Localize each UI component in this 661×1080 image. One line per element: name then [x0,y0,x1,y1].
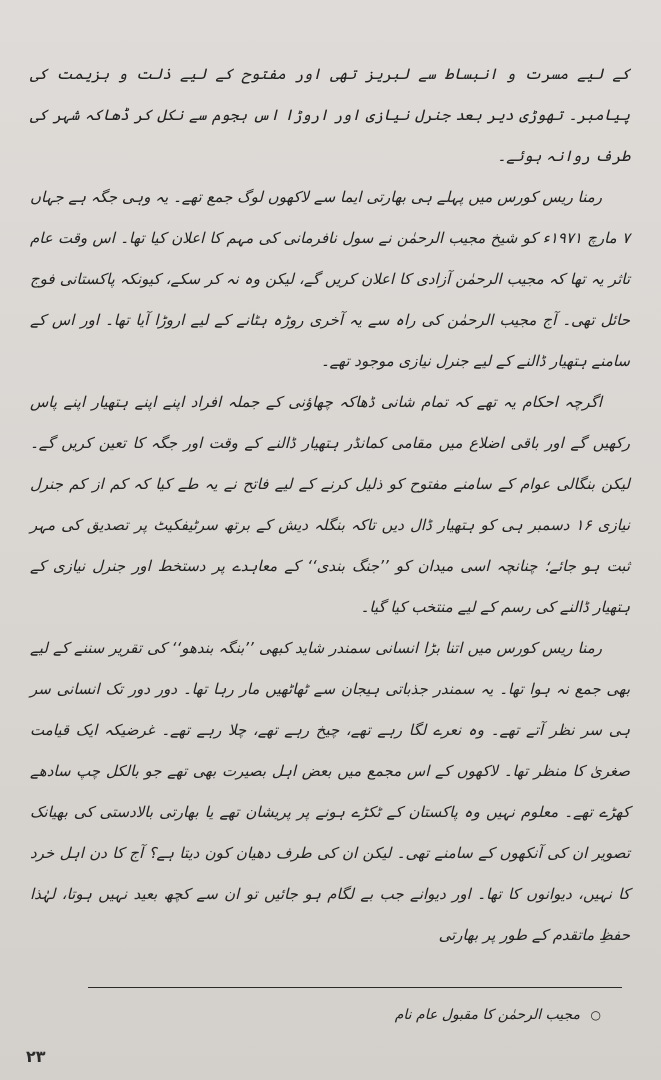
paragraph-1: کے لیے مسرت و انبساط سے لبریز تھی اور مفتوح کے لیے ذلت و ہزیمت کی پیامبر۔ تھوڑی دیر بعد جنرل نیازی اور اروڑا اس ہجوم سے نکل کر ڈھاکہ شہر کی طرف روانہ ہوئے۔ [30,65,630,165]
footnote [81,1005,601,1025]
footnote-divider [88,987,622,988]
paragraph-4: رمنا ریس کورس میں اتنا بڑا انسانی سمندر شاید کبھی ’’بنگہ بندھو‘‘ کی تقریر سننے کے لیے بھی جمع نہ ہوا تھا۔ یہ سمندر جذباتی ہیجان سے ٹھاٹھیں مار رہا تھا۔ دور دور تک انسانی سر ہی سر نظر آتے تھے۔ وہ نعرے لگا رہے تھے، چیخ رہے تھے، چلا رہے تھے۔ غرضیکہ ایک قیامت صغریٰ کا منظر تھا۔ لاکھوں کے اس مجمع میں بعض اہل بصیرت بھی تھے جو بالکل چپ سادھے کھڑے تھے۔ معلوم نہیں وہ پاکستان کے ٹکڑے ہونے پر پریشان تھے یا بھارتی بالادستی کی بھیانک تصویر ان کی آنکھوں کے سامنے تھی۔ لیکن ان کی طرف دھیان کون دیتا ہے؟ آج کا دن اہل خرد کا نہیں، دیوانوں کا تھا۔ اور دیوانے جب بے لگام ہو جائیں تو ان سے کچھ بعید نہیں ہوتا، لہٰذا حفظِ ماتقدم کے طور پر بھارتی [30,639,630,944]
page-body [30,54,630,956]
paragraph-2: رمنا ریس کورس میں پہلے ہی بھارتی ایما سے لاکھوں لوگ جمع تھے۔ یہ وہی جگہ ہے جہاں ۷ مارچ ۱۹۷۱ء کو شیخ مجیب الرحمٰن نے سول نافرمانی کی مہم کا اعلان کیا تھا۔ اس وقت عام تاثر یہ تھا کہ مجیب الرحمٰن آزادی کا اعلان کریں گے، لیکن وہ نہ کر سکے، کیونکہ پاکستانی فوج حائل تھی۔ آج مجیب الرحمٰن کی راہ سے یہ آخری روڑہ ہٹانے کے لیے اروڑا آیا تھا۔ اور اس کے سامنے ہتھیار ڈالنے کے لیے جنرل نیازی موجود تھے۔ [30,188,630,370]
paragraph-3: اگرچہ احکام یہ تھے کہ تمام شانی ڈھاکہ چھاؤنی کے جملہ افراد اپنے اپنے ہتھیار اپنے پاس رکھیں گے اور باقی اضلاع میں مقامی کمانڈر ہتھیار ڈالنے کے وقت اور جگہ کا تعین کریں گے۔ لیکن بنگالی عوام کے سامنے مفتوح کو ذلیل کرنے کے لیے فاتح نے یہ طے کیا کہ کم از کم جنرل نیازی ۱۶ دسمبر ہی کو ہتھیار ڈال دیں تاکہ بنگلہ دیش کے برتھ سرٹیفکیٹ پر تصدیق کی مہر ثبت ہو جائے؛ چنانچہ اسی میدان کو ’’جنگ بندی‘‘ کے معاہدے پر دستخط اور جنرل نیازی کے ہتھیار ڈالنے کی رسم کے لیے منتخب کیا گیا۔ [30,393,630,616]
page-number: ۲۳ [26,1047,46,1066]
footnote-circle-icon: ○ [590,1008,601,1022]
footnote-text: مجیب الرحمٰن کا مقبول عام نام [394,1007,581,1023]
